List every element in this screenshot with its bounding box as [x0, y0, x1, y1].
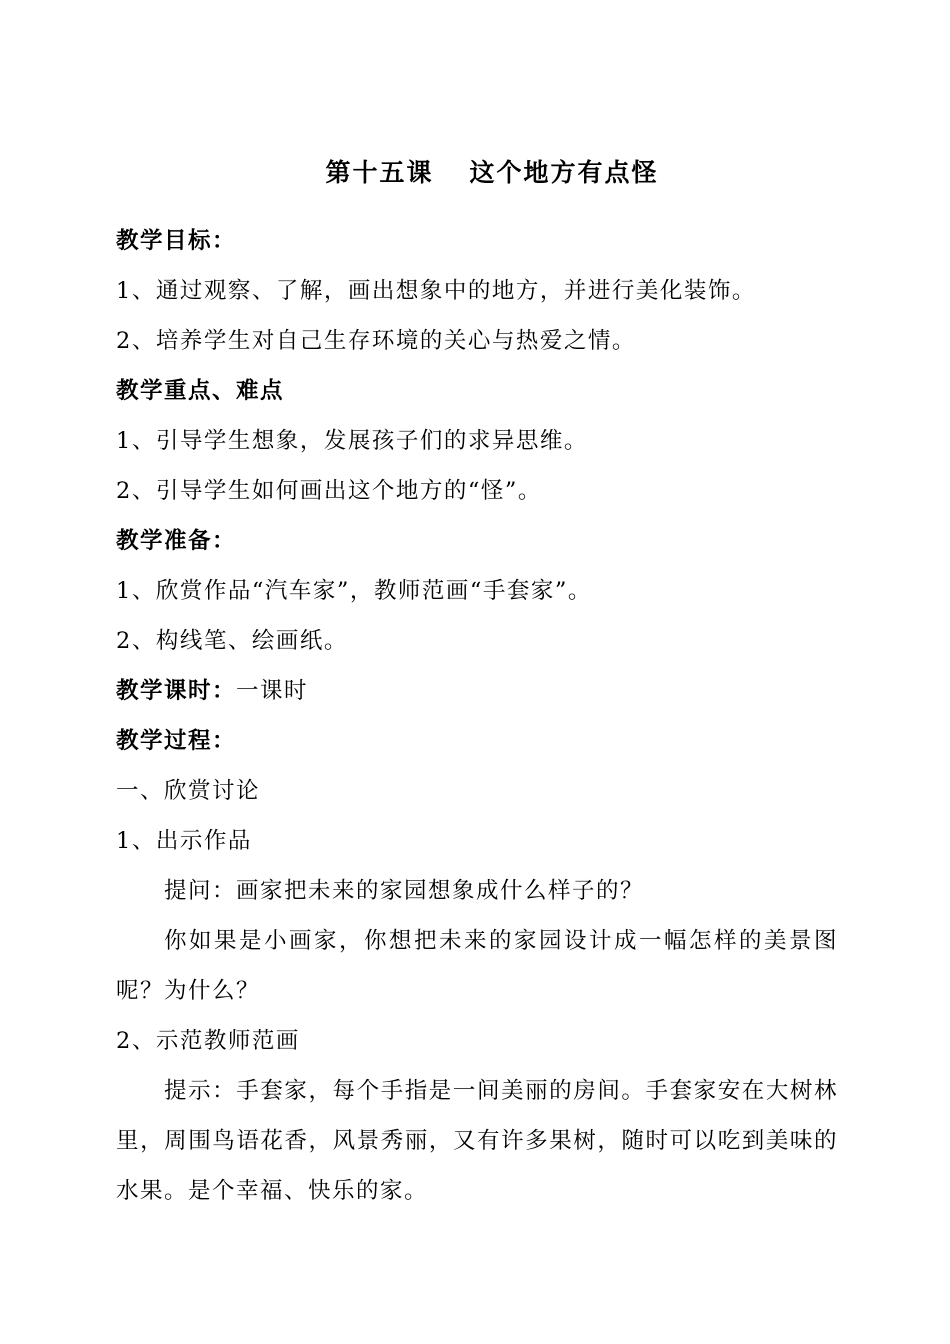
preparation-heading: 教学准备： [116, 528, 237, 554]
key-point-item-1: 1、引导学生想象，发展孩子们的求异思维。 [116, 428, 588, 454]
periods-line [116, 666, 838, 716]
document-page [116, 148, 838, 1216]
key-points-heading: 教学重点、难点 [116, 378, 285, 404]
page-title [116, 148, 838, 198]
process-question-2: 你如果是小画家，你想把未来的家园设计成一幅怎样的美景图呢？为什么？ [116, 928, 838, 1004]
objective-item-2: 2、培养学生对自己生存环境的关心与热爱之情。 [116, 328, 636, 354]
process-heading: 教学过程： [116, 728, 237, 754]
title-lesson-name: 这个地方有点怪 [469, 158, 659, 187]
preparation-item-2: 2、构线笔、绘画纸。 [116, 628, 348, 654]
process-hint: 提示：手套家，每个手指是一间美丽的房间。手套家安在大树林里，周围鸟语花香，风景秀丽，又有许多果树，随时可以吃到美味的水果。是个幸福、快乐的家。 [116, 1078, 838, 1204]
process-section-1: 一、欣赏讨论 [116, 778, 261, 804]
periods-value: 一课时 [236, 678, 309, 704]
key-point-item-2: 2、引导学生如何画出这个地方的“怪”。 [116, 478, 542, 504]
process-step-2: 2、示范教师范画 [116, 1028, 300, 1054]
periods-heading: 教学课时： [116, 678, 237, 704]
objective-item-1: 1、通过观察、了解，画出想象中的地方，并进行美化装饰。 [116, 278, 756, 304]
preparation-item-1: 1、欣赏作品“汽车家”，教师范画“手套家”。 [116, 578, 592, 604]
objectives-heading: 教学目标： [116, 228, 237, 254]
process-step-1: 1、出示作品 [116, 828, 252, 854]
process-question-1: 提问：画家把未来的家园想象成什么样子的？ [164, 878, 645, 904]
title-lesson-number: 第十五课 [325, 158, 434, 187]
